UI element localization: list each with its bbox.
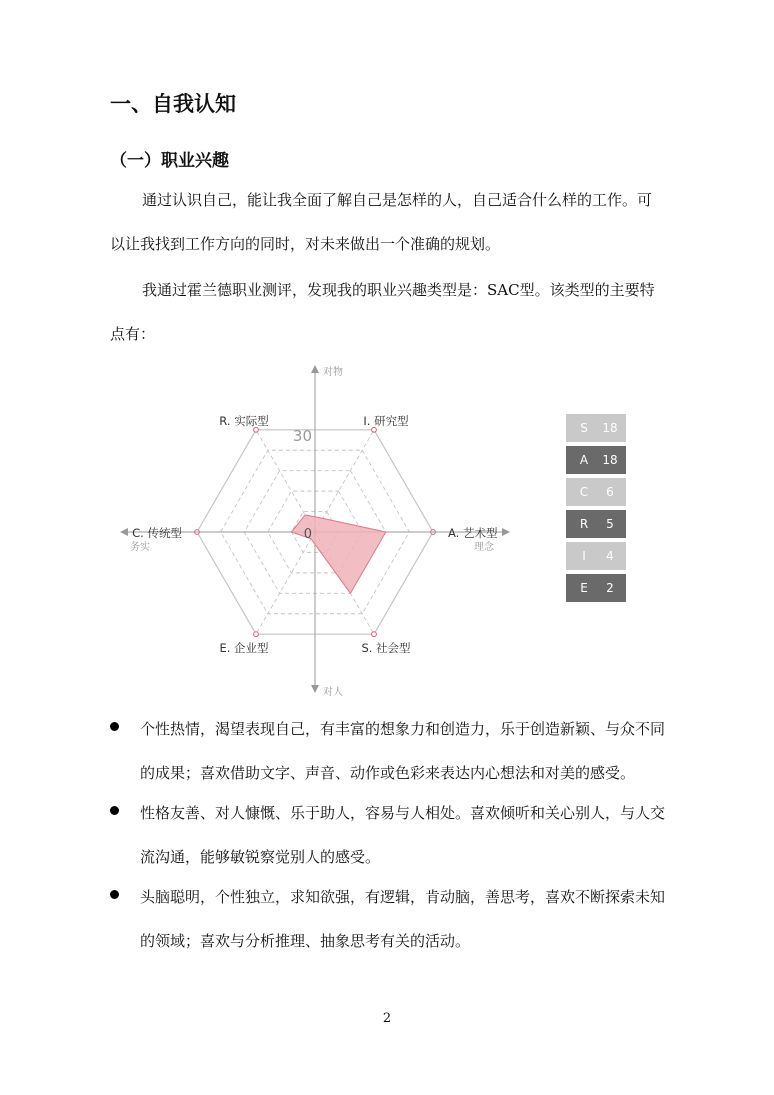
- score-table: [566, 414, 626, 602]
- bullet-dot: [110, 722, 119, 731]
- holland-radar-chart: [110, 355, 650, 710]
- radar-vertex-dot: [372, 427, 377, 432]
- radar-axis-label: A. 艺术型: [448, 526, 498, 540]
- bullet-dot: [110, 806, 119, 815]
- score-value: 18: [602, 453, 618, 467]
- arrow-left-icon: [120, 528, 128, 536]
- radar-vertex-dot: [254, 427, 259, 432]
- arrow-right-icon: [502, 528, 510, 536]
- bullet-text: 头脑聪明，个性独立，求知欲强，有逻辑，肯动脑，善思考，喜欢不断探索未知的领域；喜欢与分析推理、抽象思考有关的活动。: [140, 888, 666, 950]
- paragraph-2-text: 我通过霍兰德职业测评，发现我的职业兴趣类型是：SAC型。该类型的主要特点有：: [110, 281, 655, 343]
- bullet-dot: [110, 890, 119, 899]
- radar-axis-label: R. 实际型: [219, 413, 269, 428]
- score-code: C: [579, 485, 589, 499]
- arrow-up-icon: [311, 365, 319, 373]
- bullet-text: 性格友善、对人慷慨、乐于助人，容易与人相处。喜欢倾听和关心别人，与人交流沟通，能够敏锐察觉别人的感受。: [140, 804, 666, 866]
- score-value: 5: [606, 517, 614, 531]
- score-value: 18: [602, 421, 618, 435]
- score-box: [566, 574, 626, 602]
- page-number: 2: [382, 1011, 392, 1026]
- score-value: 2: [606, 581, 614, 595]
- radar-vertex-dot: [254, 632, 259, 637]
- bullet-text: 个性热情，渴望表现自己，有丰富的想象力和创造力，乐于创造新颖、与众不同的成果；喜欢借助文字、声音、动作或色彩来表达内心想法和对美的感受。: [140, 720, 666, 782]
- score-code: S: [580, 421, 588, 435]
- direction-label-right: 理念: [474, 542, 494, 553]
- section-heading: 一、自我认知: [110, 92, 236, 116]
- paragraph-1-text: 通过认识自己，能让我全面了解自己是怎样的人，自己适合什么样的工作。可以让我找到工作方向的同时，对未来做出一个准确的规划。: [110, 191, 653, 253]
- score-value: 4: [606, 549, 614, 563]
- score-code: R: [579, 517, 589, 531]
- score-value: 6: [606, 485, 614, 499]
- radar-vertex-dot: [372, 632, 377, 637]
- score-box: [566, 478, 626, 506]
- radar-axis-label: S. 社会型: [361, 641, 411, 656]
- arrow-down-icon: [311, 685, 319, 693]
- score-box: [566, 542, 626, 570]
- direction-label-bottom: 对人: [323, 687, 343, 698]
- score-box: [566, 510, 626, 538]
- direction-label-top: 对物: [323, 367, 343, 378]
- paragraph-1: [110, 178, 666, 266]
- score-code: A: [579, 453, 589, 467]
- score-code: I: [582, 549, 586, 563]
- radar-axis-label: C. 传统型: [132, 526, 182, 540]
- radar-spoke: [315, 430, 374, 532]
- scale-max-label: 30: [292, 426, 312, 445]
- paragraph-2: [110, 268, 666, 356]
- score-code: E: [580, 581, 588, 595]
- subsection-heading: （一）职业兴趣: [110, 151, 229, 171]
- radar-axis-label: I. 研究型: [363, 413, 409, 428]
- direction-label-left: 务实: [130, 542, 150, 553]
- scale-min-label: 0: [303, 527, 312, 542]
- radar-axis-label: E. 企业型: [219, 641, 269, 656]
- radar-spoke: [256, 532, 315, 634]
